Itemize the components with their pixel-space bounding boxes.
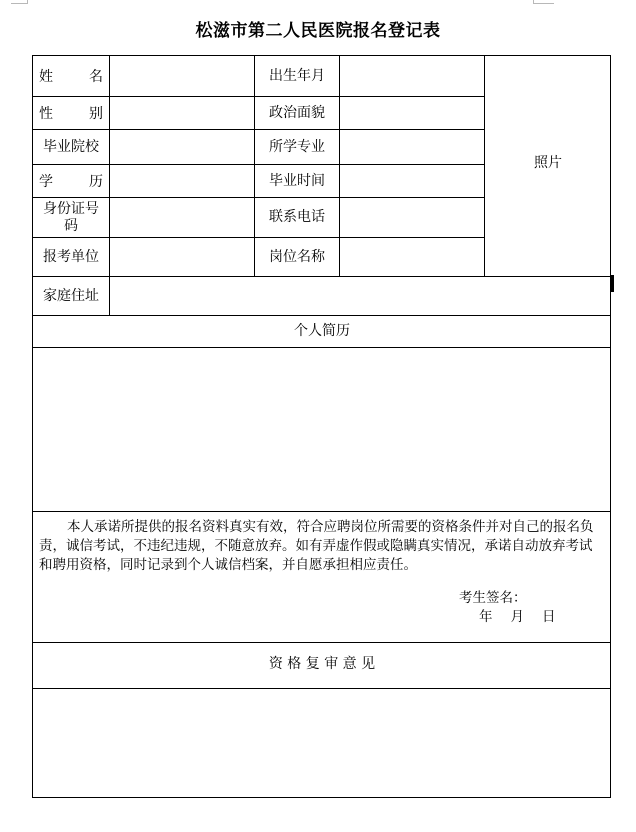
position-field[interactable]: [340, 238, 484, 276]
table-resize-marker: [611, 275, 614, 292]
photo-box[interactable]: [485, 56, 611, 276]
label-school: 毕业院校: [43, 138, 99, 155]
gender-field[interactable]: [110, 97, 254, 129]
label-char: 学: [39, 174, 53, 190]
page-corner-mark-right: [533, 0, 554, 4]
label-birth: 出生年月: [269, 67, 325, 84]
label-major: 所学专业: [269, 138, 325, 155]
label-line: 码: [64, 217, 78, 234]
registration-form-table: [32, 55, 611, 798]
id-number-field[interactable]: [110, 198, 254, 237]
label-id-number: [33, 198, 109, 237]
birth-field[interactable]: [340, 56, 484, 96]
label-line: 身份证号: [43, 200, 99, 217]
label-position: 岗位名称: [269, 248, 325, 265]
name-field[interactable]: [110, 56, 254, 96]
phone-field[interactable]: [340, 198, 484, 237]
label-education: [33, 165, 109, 197]
label-grad-time: 毕业时间: [269, 172, 325, 189]
page-corner-mark-left: [11, 0, 28, 4]
label-char: 性: [39, 106, 53, 122]
major-field[interactable]: [340, 130, 484, 164]
row-divider: [33, 511, 611, 512]
review-field[interactable]: [33, 689, 611, 797]
label-char: 名: [89, 69, 103, 85]
pledge-text: 本人承诺所提供的报名资料真实有效，符合应聘岗位所需要的资格条件并对自己的报名负责，诚信考试，不违纪违规，不随意放弃。如有弄虚作假或隐瞒真实情况，承诺自动放弃考试和聘用资格，同时记录到个人诚信档案，并自愿承担相应责任。: [39, 519, 594, 573]
unit-field[interactable]: [110, 238, 254, 276]
label-char: 历: [89, 174, 103, 190]
date-day: 日: [542, 609, 556, 625]
resume-heading: 个人简历: [294, 323, 350, 339]
label-unit: 报考单位: [43, 248, 99, 265]
resume-field[interactable]: [33, 348, 611, 511]
grad-time-field[interactable]: [340, 165, 484, 197]
address-field[interactable]: [110, 277, 611, 315]
label-address: 家庭住址: [43, 287, 99, 304]
label-char: 姓: [39, 69, 53, 85]
label-politics: 政治面貌: [269, 104, 325, 121]
school-field[interactable]: [110, 130, 254, 164]
photo-label: 照片: [534, 154, 562, 171]
date-year: 年: [479, 609, 493, 625]
pledge-statement: [39, 518, 605, 575]
date-month: 月: [510, 609, 524, 625]
label-char: 别: [89, 106, 103, 122]
label-phone: 联系电话: [269, 209, 325, 225]
form-title: 松滋市第二人民医院报名登记表: [195, 21, 441, 41]
signature-date: [479, 605, 574, 625]
signature-label: 考生签名：: [459, 590, 527, 606]
review-heading: 资 格 复 审 意 见: [268, 656, 376, 672]
politics-field[interactable]: [340, 97, 484, 129]
label-gender: [33, 97, 109, 129]
label-name: [33, 56, 109, 96]
education-field[interactable]: [110, 165, 254, 197]
